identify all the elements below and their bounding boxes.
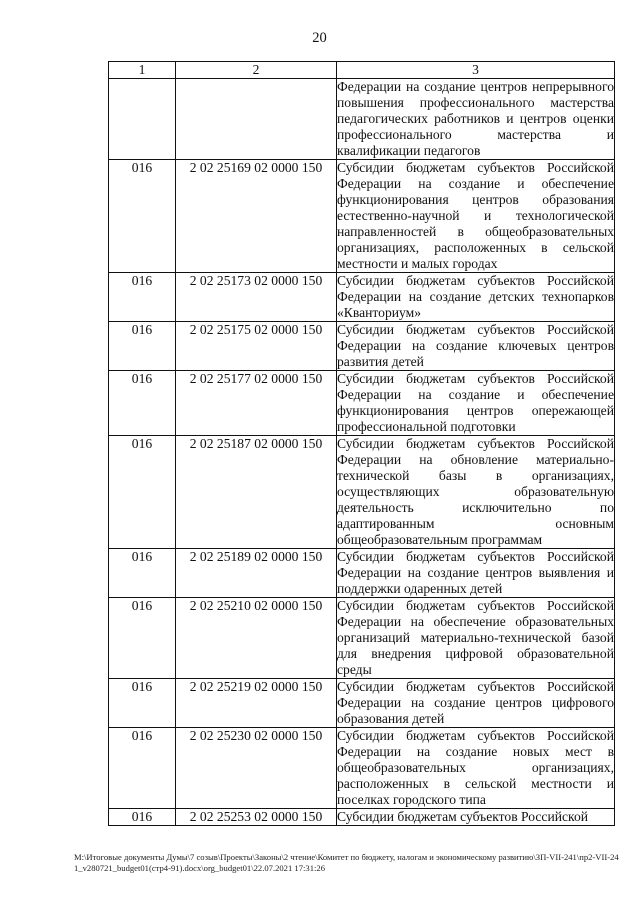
table-row (109, 436, 615, 549)
budget-code-cell: 2 02 25175 02 0000 150 (176, 322, 337, 371)
revenue-name-cell: Субсидии бюджетам субъектов Российской Федерации на создание центров выявления и поддержки одаренных детей (337, 549, 614, 596)
table-row (109, 273, 615, 322)
budget-code-cell: 2 02 25169 02 0000 150 (176, 160, 337, 273)
header-col-3: 3 (337, 62, 615, 79)
revenue-name-cell: Субсидии бюджетам субъектов Российской Федерации на создание ключевых центров развития детей (337, 322, 614, 369)
revenue-name-cell: Субсидии бюджетам субъектов Российской (337, 809, 615, 826)
budget-code-cell: 2 02 25173 02 0000 150 (176, 273, 337, 322)
admin-code-cell: 016 (109, 273, 176, 322)
table-row (109, 549, 615, 598)
revenue-name-cell: Субсидии бюджетам субъектов Российской Федерации на создание новых мест в общеобразовательных организациях, расположенных в сельской местности и поселках городского типа (337, 728, 614, 807)
page-number: 20 (312, 30, 327, 46)
budget-code-cell: 2 02 25253 02 0000 150 (176, 809, 337, 826)
table-row (109, 809, 615, 826)
table-row (109, 79, 615, 160)
header-col-2: 2 (176, 62, 337, 79)
budget-code-cell: 2 02 25189 02 0000 150 (176, 549, 337, 598)
budget-code-cell: 2 02 25230 02 0000 150 (176, 728, 337, 809)
admin-code-cell: 016 (109, 322, 176, 371)
revenue-name-cell: Субсидии бюджетам субъектов Российской Федерации на создание и обеспечение функционирования центров образования естественно-научной и технологической направленностей в общеобразовательных организациях, расположенных в сельской местности и малых городах (337, 160, 614, 271)
header-col-1: 1 (109, 62, 176, 79)
admin-code-cell: 016 (109, 598, 176, 679)
table-row (109, 728, 615, 809)
revenue-name-cell: Субсидии бюджетам субъектов Российской Федерации на создание и обеспечение функционирования центров опережающей профессиональной подготовки (337, 371, 614, 434)
admin-code-cell: 016 (109, 679, 176, 728)
admin-code-cell: 016 (109, 549, 176, 598)
table-row (109, 598, 615, 679)
admin-code-cell (109, 79, 176, 160)
table-row (109, 322, 615, 371)
document-path-footer: M:\Итоговые документы Думы\7 созыв\Проекты\Законы\2 чтение\Комитет по бюджету, налогам и экономическому развитию\ЗП-VII-241\пр2-VII-241_v280721_budget01(стр4-91).docx\org_budget01\22.07.2021 17:31:26 (74, 852, 619, 873)
revenue-name-cell: Субсидии бюджетам субъектов Российской Федерации на создание детских технопарков «Кванториум» (337, 273, 614, 320)
admin-code-cell: 016 (109, 371, 176, 436)
table-header-row (109, 62, 615, 79)
table-row (109, 160, 615, 273)
budget-code-cell: 2 02 25187 02 0000 150 (176, 436, 337, 549)
revenue-name-cell: Субсидии бюджетам субъектов Российской Федерации на обновление материально-технической базы в организациях, осуществляющих образовательную деятельность исключительно по адаптированным основным общеобразовательным программам (337, 436, 614, 547)
table-body (109, 79, 615, 826)
table-row (109, 679, 615, 728)
revenue-name-cell: Субсидии бюджетам субъектов Российской Федерации на обеспечение образовательных организаций материально-технической базой для внедрения цифровой образовательной среды (337, 598, 614, 677)
admin-code-cell: 016 (109, 160, 176, 273)
budget-code-cell (176, 79, 337, 160)
revenue-name-cell: Федерации на создание центров непрерывного повышения профессионального мастерства педагогических работников и центров оценки профессионального мастерства и квалификации педагогов (337, 79, 614, 158)
admin-code-cell: 016 (109, 809, 176, 826)
revenue-table (108, 61, 615, 826)
budget-code-cell: 2 02 25177 02 0000 150 (176, 371, 337, 436)
admin-code-cell: 016 (109, 436, 176, 549)
revenue-name-cell: Субсидии бюджетам субъектов Российской Федерации на создание центров цифрового образования детей (337, 679, 614, 726)
budget-code-cell: 2 02 25219 02 0000 150 (176, 679, 337, 728)
table-row (109, 371, 615, 436)
budget-code-cell: 2 02 25210 02 0000 150 (176, 598, 337, 679)
admin-code-cell: 016 (109, 728, 176, 809)
